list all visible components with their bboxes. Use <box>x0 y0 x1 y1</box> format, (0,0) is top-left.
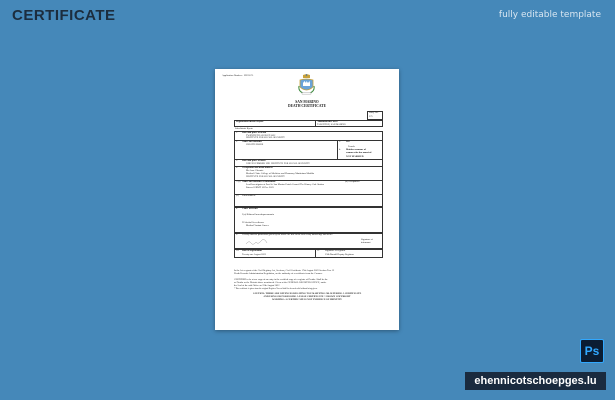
coat-of-arms-icon <box>298 74 315 96</box>
row8-number: (c) <box>236 194 239 197</box>
row6-number: 6. <box>236 166 238 169</box>
cause-1: I (a) Bilateral bronchopneumonia <box>242 213 274 216</box>
reg-date-value: Twenty one August 2022 <box>242 253 266 256</box>
row1-number: 1. <box>236 131 238 134</box>
row4-value: NOT MARRIED <box>346 155 364 158</box>
reg-sig-value: J McDonald Deputy Registrar <box>325 253 354 256</box>
row2-label: Name and surname <box>242 140 262 143</box>
country-heading: SAN MARINO <box>295 100 319 104</box>
row7-label: Name and surname of informant <box>242 180 276 183</box>
row6-label: Occupation and usual address <box>242 166 273 169</box>
row2-value: JONATH ELBER <box>246 143 264 146</box>
row3-value: Female <box>348 145 356 148</box>
footnote-1: In the 1st or grant of the Civil Registry Act, Sections, Civil Certificate 17th August 2022 Section Two 12 <box>234 269 335 272</box>
certification-number: 9. <box>236 233 238 236</box>
row1-value2: INSTITUTE FOR SOCIAL SECURITY <box>246 136 285 139</box>
sub-district: Sub-district Kyoto <box>235 127 253 130</box>
row1-label: Date and place of death <box>242 131 267 134</box>
cause-number: 8. <box>236 207 238 210</box>
row3-number: 3. <box>339 140 341 143</box>
page-subtitle: fully editable template <box>498 10 601 20</box>
certified-line-3: the Seal of the said Office on 22th August 2022 <box>234 284 280 287</box>
admin-area-label: Administrative area <box>317 119 338 123</box>
caution-line-1: CAUTION: THERE ARE OFFENCES RELATING TO FALSIFYING OR ALTERING A CERTIFICATE <box>252 292 362 295</box>
row3-label: Sex <box>346 140 350 143</box>
row2-number: 2. <box>236 140 238 143</box>
page-title: CERTIFICATE <box>12 7 116 24</box>
row1-value1: TWENTIETH AUGUST 2022 <box>246 133 276 137</box>
row6-value1: Mr Anne Glemnic <box>246 169 264 172</box>
watermark-label: ehennicotschoepges.lu <box>465 372 606 390</box>
row5-value: ONE NOVEMBER 1991 INSTITUTE FOR SOCIAL SECURITY <box>246 161 310 165</box>
row6-value2: Medical Clinic College of Medicine and Pharmacy Martiniano Matilda <box>246 172 314 175</box>
reg-date-number: 10. <box>236 249 239 252</box>
row5-label: Date and place of birth <box>242 159 266 162</box>
photoshop-badge-icon: Ps <box>580 339 604 363</box>
signature-label: Signature of informant <box>361 238 373 244</box>
certificate-document <box>215 69 399 330</box>
cause-label: Cause of Death <box>242 207 258 210</box>
certificate-heading: DEATH CERTIFICATE <box>288 104 326 108</box>
row4-label: Maiden surname of woman who has married <box>346 148 372 154</box>
footnote-2: Death Records Administration Regulation, on the authority of a certificate from the Coroner. <box>234 272 323 275</box>
signature-scribble-icon <box>245 239 271 246</box>
row7-number: 7.(a) <box>236 180 241 183</box>
reg-sig-label: Signature of registrar <box>325 249 346 252</box>
certification-text: I certify that the particulars given by me above are true to the best of my knowledge and belief <box>242 233 333 236</box>
row7-value1: Lead Investigator at Post St. San Marino Parish Council The Kinney Gale Station <box>246 183 324 186</box>
row6-value3: INSTITUTE FOR SOCIAL SECURITY <box>246 175 285 178</box>
row8-label: Usual address <box>242 194 256 197</box>
certified-line-2: or Deaths or the District above mentioned. Given at the GENERAL REGISTER OFFICE, under <box>234 281 327 284</box>
row4-number: 4. <box>339 148 341 151</box>
application-number: Application Number : 19235575 <box>222 74 254 77</box>
registration-district: Registration district Kyoto <box>236 120 264 123</box>
row7-value2: Entered GBMT 16 Dec 2023 <box>246 186 274 189</box>
entry-number-value: 375 <box>369 115 373 118</box>
reg-sig-number: 11. <box>317 249 320 252</box>
row5-number: 5. <box>236 159 238 162</box>
warning-line: WARNING: A CERTIFICATE IS NOT EVIDENCE OF IDENTITY <box>272 298 342 301</box>
entry-number-label: Entry No. <box>369 111 379 114</box>
admin-area-value: TALENTON, SAN MARINO <box>317 122 346 126</box>
caution-line-2: AND USING OR POSSESSING A FALSE CERTIFICATE ©CROWN COPYRIGHT <box>263 295 351 298</box>
reg-date-label: Date of registration <box>242 249 262 252</box>
certified-line-1: CERTIFIED to be a true copy of an entry in the certified copy of a register of Deaths. Shall be the <box>234 278 328 281</box>
certified-note: * This certificate is given from the original Register. No seal shall be deemed valid without being given. <box>234 288 318 290</box>
cause-3: Medical Variant Cancer <box>246 224 269 227</box>
row7-occupation: (b) Occupation <box>345 180 360 183</box>
cause-2: II Alcohol liver disease <box>242 221 265 224</box>
